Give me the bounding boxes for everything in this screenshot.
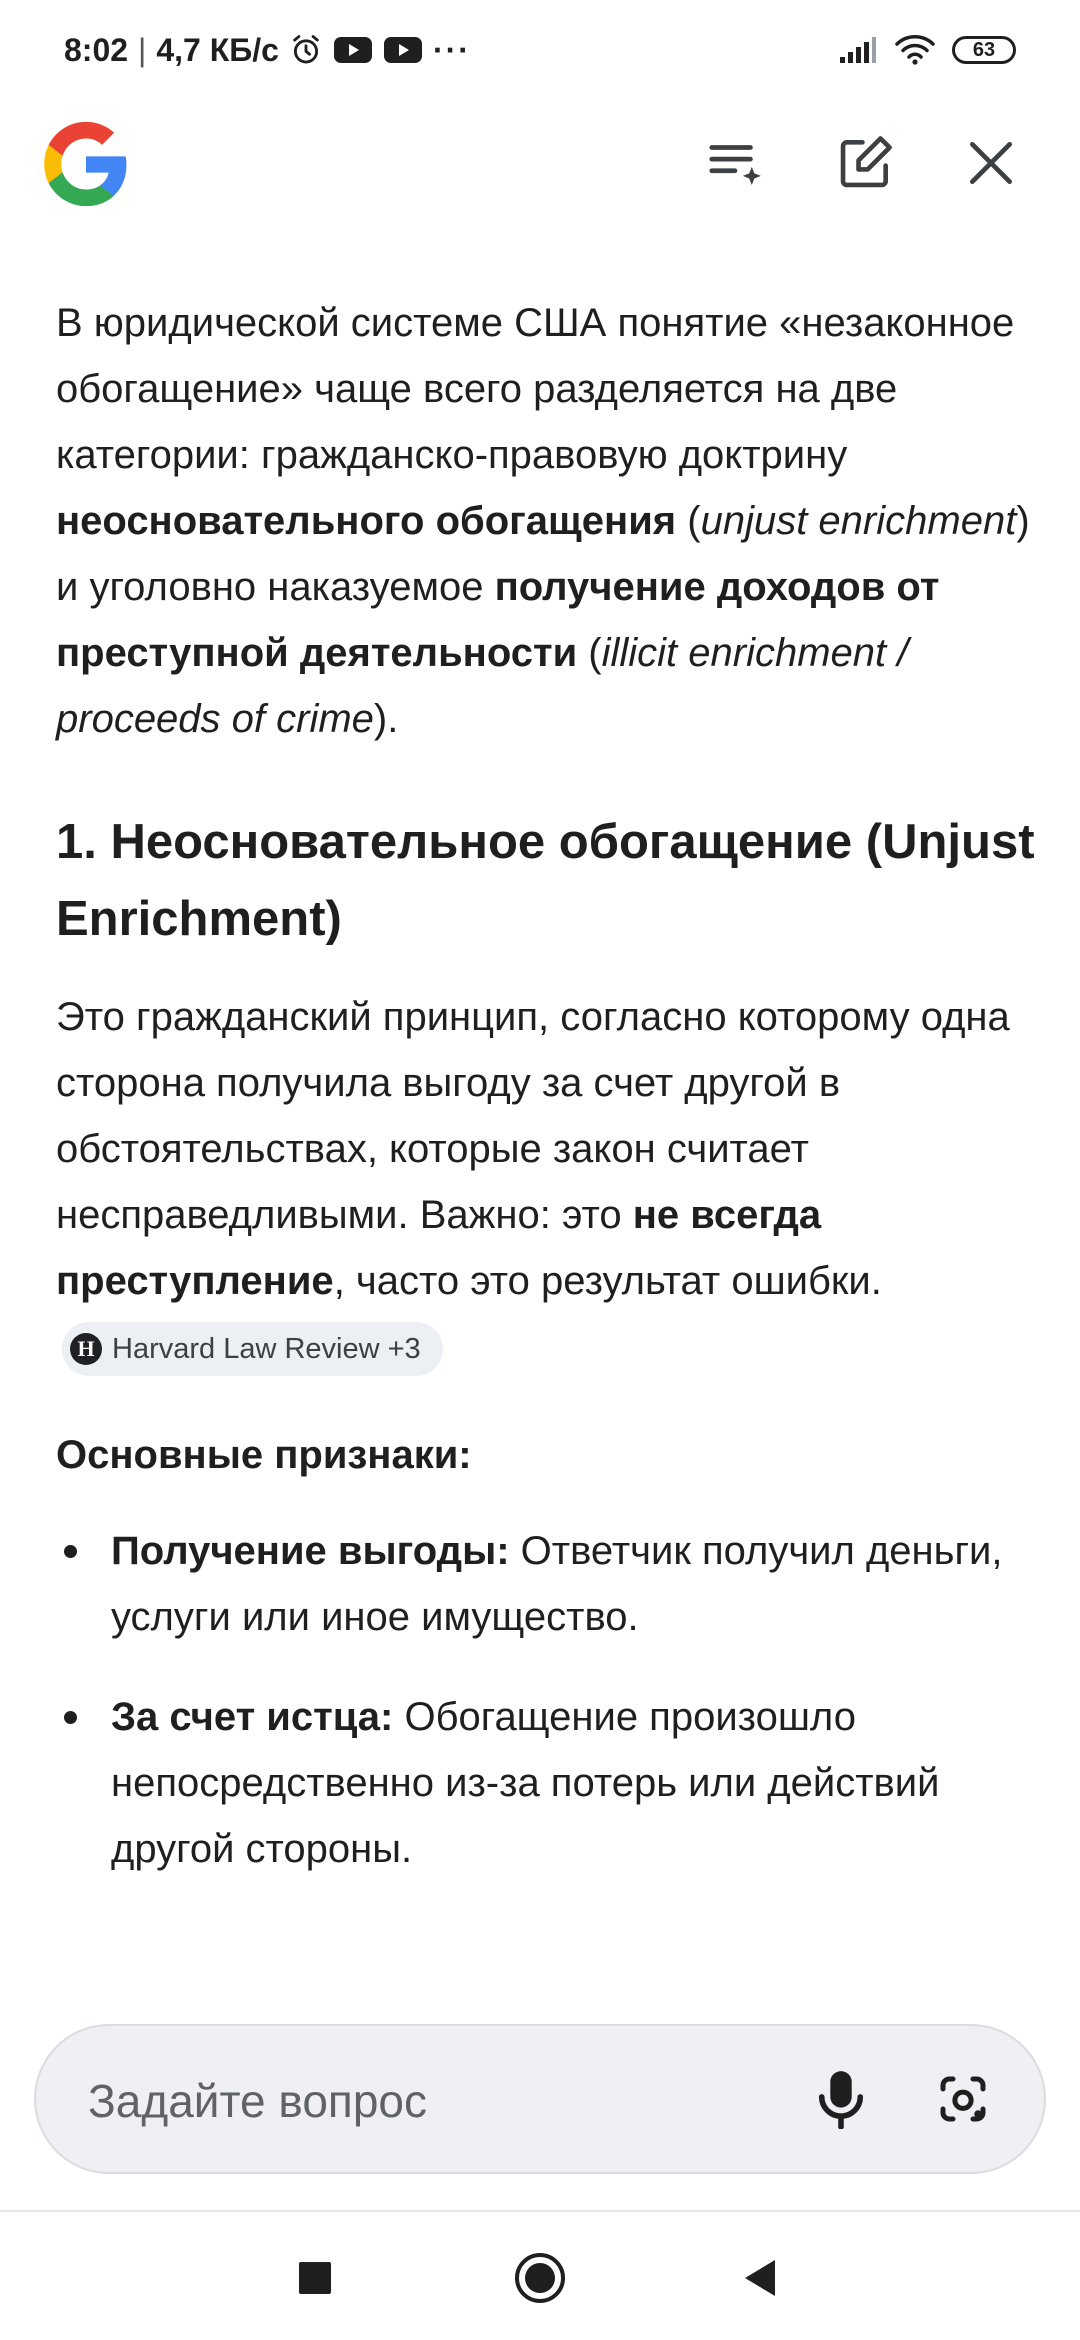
ask-input[interactable] [88,2066,788,2136]
source-chip[interactable] [62,1322,443,1376]
bullet-dot [64,1545,77,1558]
recents-button[interactable] [275,2240,355,2320]
section-text-2: , часто это результат ошибки. [333,1259,882,1303]
intro-bold-1: неосновательного обогащения [56,499,677,543]
youtube-icon-2 [383,35,423,65]
response-content [56,290,1036,1916]
history-sparkle-icon [704,132,766,199]
status-time: 8:02 [64,31,129,68]
source-chip-label: Harvard Law Review +3 [112,1333,421,1366]
signs-heading: Основные признаки: [56,1433,472,1477]
status-left [64,28,471,72]
youtube-icon [333,35,373,65]
intro-text-4: ( [577,631,602,675]
intro-text-5: ). [373,697,399,741]
alarm-icon [289,33,323,67]
new-chat-button[interactable] [830,130,900,200]
network-speed: 4,7 КБ/с [156,31,279,68]
list-item [56,1684,1036,1882]
intro-text-2: ( [676,499,701,543]
section-bold-1: не всегда преступление [56,1193,822,1303]
google-logo [40,118,132,210]
list-item-text: Ответчик получил деньги, услуги или иное имущество. [111,1529,1003,1639]
intro-italic-2: illicit enrichment / proceeds of crime [56,631,909,741]
voice-input-button[interactable] [806,2066,876,2136]
home-button[interactable] [500,2240,580,2320]
system-nav-bar [0,2212,1080,2340]
signal-icon [838,35,878,65]
home-circle-icon [514,2252,566,2309]
more-notifications-icon: ··· [432,31,471,68]
back-button[interactable] [720,2240,800,2320]
status-separator: | [138,31,147,68]
section-text-1: Это гражданский принцип, согласно которому одна сторона получила выгоду за счет другой в обстоятельствах, которые закон считает несправедливыми. Важно: это [56,995,1010,1237]
close-button[interactable] [956,130,1026,200]
signs-list [56,1518,1036,1882]
new-chat-icon [834,132,896,199]
bullet-dot [64,1711,77,1724]
intro-bold-2: получение доходов от преступной деятельности [56,565,940,675]
app-header [0,110,1080,220]
list-item-bold: За счет истца: [111,1695,394,1739]
battery-indicator: 63 [952,36,1016,64]
square-icon [298,2261,332,2300]
wifi-icon [894,34,936,66]
status-right [838,28,1016,72]
section-paragraph [56,984,1036,1380]
microphone-icon [815,2069,867,2134]
list-item-text: Обогащение произошло непосредственно из-за потерь или действий другой стороны. [111,1695,940,1871]
list-item-bold: Получение выгоды: [111,1529,510,1573]
intro-paragraph [56,290,1036,752]
list-item [56,1518,1036,1650]
status-bar [0,0,1080,100]
section-heading: 1. Неосновательное обогащение (Unjust Enrichment) [56,815,1035,946]
ask-bar [34,2024,1046,2174]
intro-italic-1: unjust enrichment [700,499,1017,543]
intro-text-3: ) и уголовно наказуемое [56,499,1030,609]
back-triangle-icon [741,2258,779,2303]
camera-lens-icon [933,2069,993,2134]
harvard-source-icon: H [70,1333,102,1365]
intro-text-1: В юридической системе США понятие «незаконное обогащение» чаще всего разделяется на две категории: гражданско-правовую доктрину [56,301,1015,477]
history-button[interactable] [700,130,770,200]
close-icon [963,135,1019,196]
lens-search-button[interactable] [926,2064,1000,2138]
